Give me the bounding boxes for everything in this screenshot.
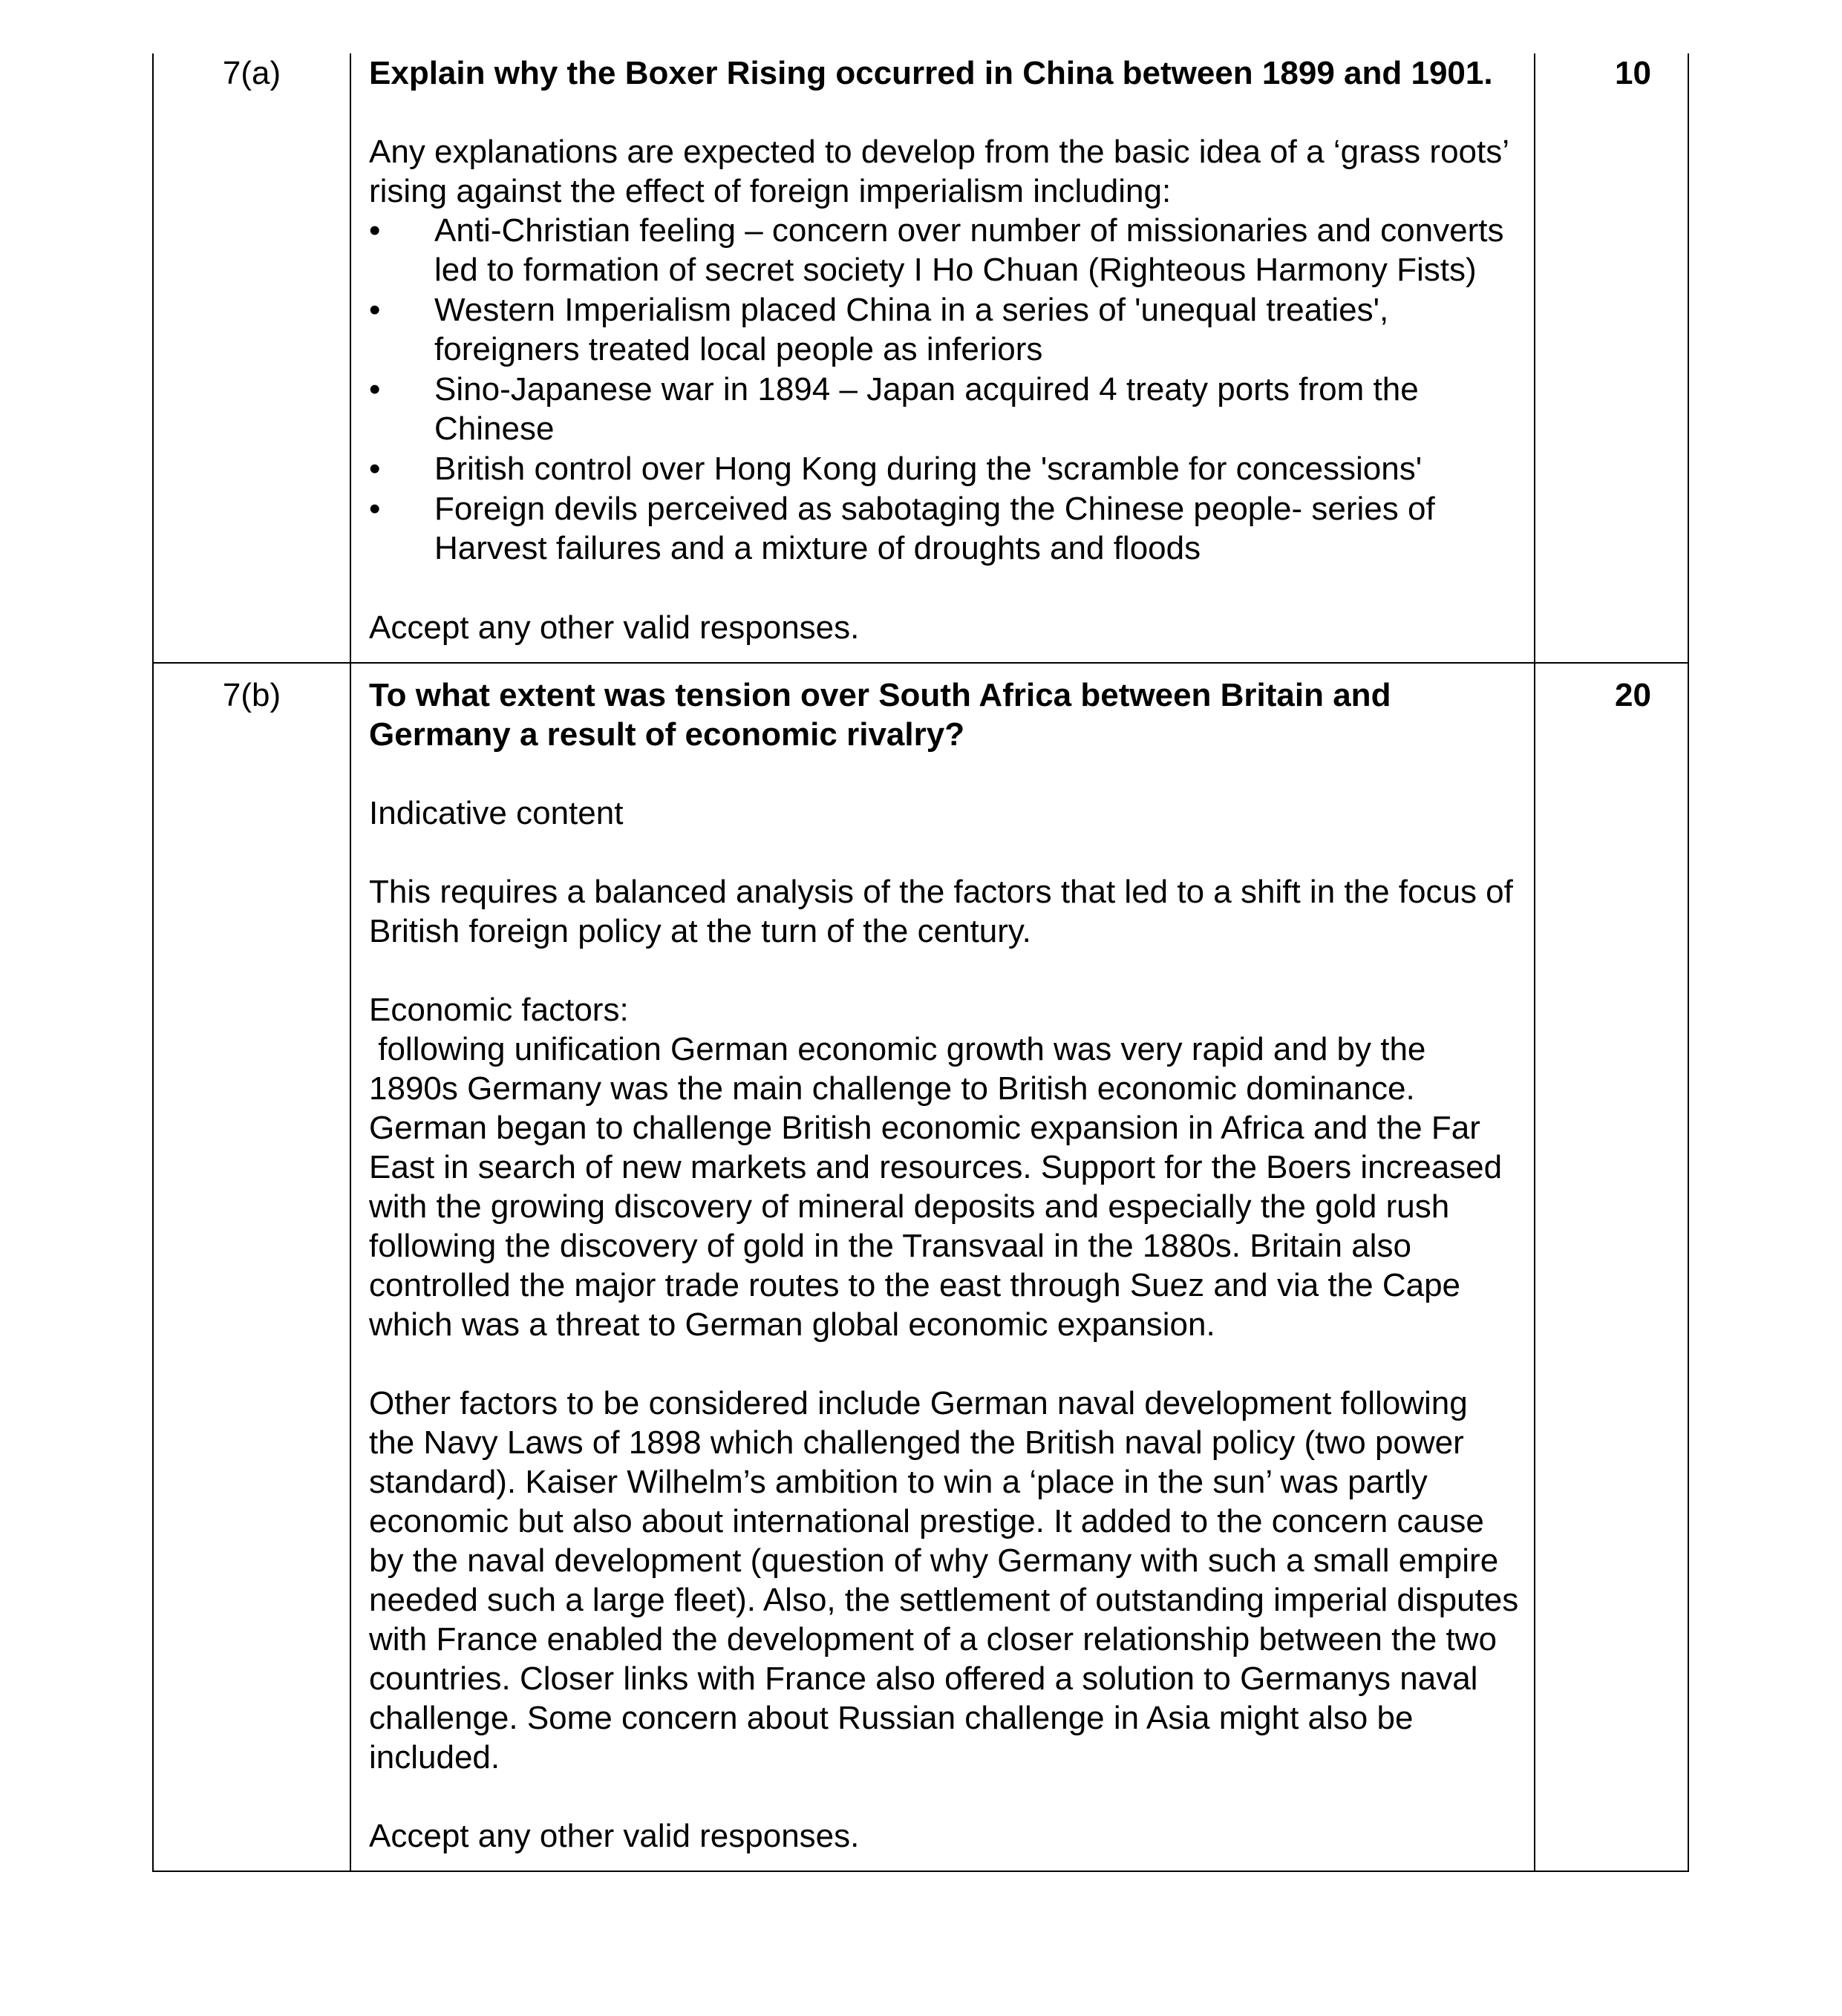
guidance-bullet-list bbox=[369, 211, 1519, 568]
list-item bbox=[369, 370, 1519, 448]
answer-guidance bbox=[350, 663, 1535, 1871]
mark-scheme-table bbox=[152, 53, 1689, 1872]
answer-guidance bbox=[350, 53, 1535, 663]
guidance-paragraph: This requires a balanced analysis of the factors that led to a shift in the focus of British foreign policy at the turn of the century. bbox=[369, 874, 1513, 949]
bullet-text: Anti-Christian feeling – concern over number of missionaries and converts led to formation of secret society I Ho Chuan (Righteous Harmony Fists) bbox=[434, 212, 1504, 288]
bullet-text: Sino-Japanese war in 1894 – Japan acquired 4 treaty ports from the Chinese bbox=[434, 371, 1419, 447]
guidance-intro: Any explanations are expected to develop from the basic idea of a ‘grass roots’ rising against the effect of foreign imperialism including: bbox=[369, 134, 1509, 209]
list-item bbox=[369, 489, 1519, 568]
closing-note: Accept any other valid responses. bbox=[369, 1818, 860, 1854]
question-text: To what extent was tension over South Africa between Britain and Germany a result of economic rivalry? bbox=[369, 677, 1391, 753]
bullet-icon: • bbox=[369, 451, 381, 487]
list-item bbox=[369, 211, 1519, 289]
question-row-7b bbox=[153, 663, 1688, 1871]
bullet-icon: • bbox=[369, 212, 381, 249]
marks-value: 10 bbox=[1535, 53, 1688, 663]
question-text: Explain why the Boxer Rising occurred in China between 1899 and 1901. bbox=[369, 55, 1493, 91]
question-number: 7(a) bbox=[153, 53, 350, 663]
marks-value: 20 bbox=[1535, 663, 1688, 1871]
indicative-content-label: Indicative content bbox=[369, 795, 624, 831]
economic-factors-text: following unification German economic growth was very rapid and by the 1890s Germany was the main challenge to British economic dominance. German began to challenge British economic expansion in Africa and the Far East in search of new markets and resources. Support for the Boers increased with the growing discovery of mineral deposits and especially the gold rush following the discovery of gold in the Transvaal in the 1880s. Britain also controlled the major trade routes to the east through Suez and via the Cape which was a threat to German global economic expansion. bbox=[369, 1031, 1512, 1343]
bullet-text: Western Imperialism placed China in a series of 'unequal treaties', foreigners treated local people as inferiors bbox=[434, 292, 1389, 367]
question-number: 7(b) bbox=[153, 663, 350, 1871]
list-item bbox=[369, 290, 1519, 369]
bullet-text: Foreign devils perceived as sabotaging the Chinese people- series of Harvest failures and a mixture of droughts and floods bbox=[434, 491, 1435, 566]
closing-note: Accept any other valid responses. bbox=[369, 609, 860, 646]
bullet-icon: • bbox=[369, 292, 381, 328]
list-item bbox=[369, 449, 1519, 488]
bullet-text: British control over Hong Kong during the 'scramble for concessions' bbox=[434, 451, 1423, 487]
bullet-icon: • bbox=[369, 491, 381, 527]
economic-factors-heading: Economic factors: bbox=[369, 992, 629, 1028]
question-row-7a bbox=[153, 53, 1688, 663]
other-factors-text: Other factors to be considered include German naval development following the Navy Laws of 1898 which challenged the British naval policy (two power standard). Kaiser Wilhelm’s ambition to win a ‘place in the sun’ was partly economic but also about international prestige. It added to the concern cause by the naval development (question of why Germany with such a small empire needed such a large fleet). Also, the settlement of outstanding imperial disputes with France enabled the development of a closer relationship between the two countries. Closer links with France also offered a solution to Germanys naval challenge. Some concern about Russian challenge in Asia might also be included. bbox=[369, 1385, 1519, 1776]
bullet-icon: • bbox=[369, 371, 381, 408]
